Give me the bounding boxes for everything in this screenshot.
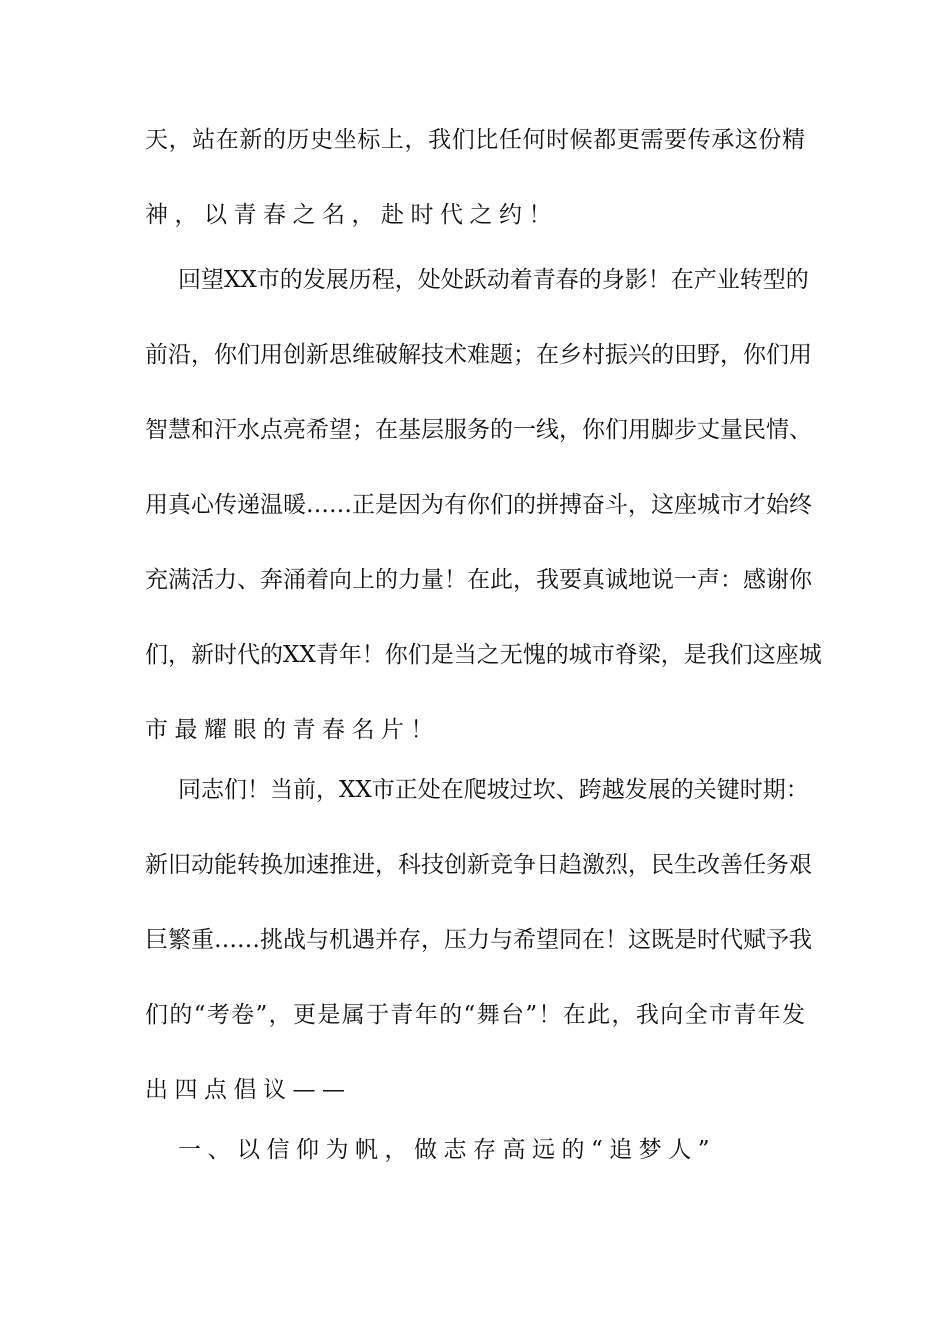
paragraph-line: 用真心传递温暖……正是因为有你们的拼搏奋斗，这座城市才始终 (145, 492, 812, 518)
paragraph-line: 们，新时代的XX青年！你们是当之无愧的城市脊梁，是我们这座城 (145, 642, 822, 668)
paragraph-line: 回望XX市的发展历程，处处跃动着青春的身影！在产业转型的 (178, 267, 809, 293)
paragraph-line: 出四点倡议—— (145, 1077, 352, 1103)
paragraph-line: 同志们！当前，XX市正处在爬坡过坎、跨越发展的关键时期： (178, 777, 809, 803)
paragraph-line: 神，以青春之名，赴时代之约！ (145, 202, 558, 228)
paragraph-line: 新旧动能转换加速推进，科技创新竞争日趋激烈，民生改善任务艰 (145, 852, 812, 878)
paragraph-line: 巨繁重……挑战与机遇并存，压力与希望同在！这既是时代赋予我 (145, 927, 812, 953)
section-heading: 一、以信仰为帆，做志存高远的“追梦人” (178, 1137, 717, 1163)
paragraph-line: 智慧和汗水点亮希望；在基层服务的一线，你们用脚步丈量民情、 (145, 417, 812, 443)
paragraph-line: 天，站在新的历史坐标上，我们比任何时候都更需要传承这份精 (145, 127, 805, 153)
paragraph-line: 们的“考卷”，更是属于青年的“舞台”！在此，我向全市青年发 (145, 1002, 805, 1028)
paragraph-line: 市最耀眼的青春名片！ (145, 717, 440, 743)
paragraph-line: 前沿，你们用创新思维破解技术难题；在乡村振兴的田野，你们用 (145, 342, 812, 368)
paragraph-line: 充满活力、奔涌着向上的力量！在此，我要真诚地说一声：感谢你 (145, 567, 812, 593)
